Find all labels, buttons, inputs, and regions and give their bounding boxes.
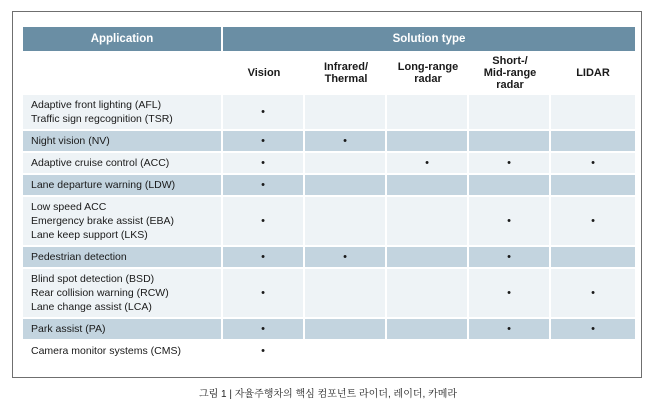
solution-cell [551, 131, 635, 153]
column-header [387, 51, 469, 95]
solution-cell [551, 95, 635, 131]
bullet-mark: • [261, 135, 265, 147]
solution-type-header: Solution type [223, 27, 635, 51]
bullet-mark: • [591, 157, 595, 169]
solution-cell [387, 197, 469, 247]
column-header [305, 51, 387, 95]
header-row [23, 27, 635, 51]
table-body [23, 95, 635, 363]
bullet-mark: • [343, 251, 347, 263]
solution-cell [305, 341, 387, 363]
application-label: Lane keep support (LKS) [31, 229, 148, 241]
table-row [23, 247, 635, 269]
solution-cell [469, 341, 551, 363]
column-header-line: Short-/ [492, 55, 528, 67]
solution-cell [469, 197, 551, 247]
solution-cell [387, 341, 469, 363]
table-row [23, 95, 635, 131]
solution-cell [305, 131, 387, 153]
application-cell [23, 319, 223, 341]
bullet-mark: • [261, 287, 265, 299]
solution-cell [469, 95, 551, 131]
bullet-mark: • [507, 323, 511, 335]
application-label: Traffic sign regcognition (TSR) [31, 113, 173, 125]
solution-cell [469, 247, 551, 269]
column-header-line: radar [496, 79, 524, 91]
solution-cell [469, 319, 551, 341]
solution-cell [223, 197, 305, 247]
bullet-mark: • [507, 215, 511, 227]
solution-cell [387, 319, 469, 341]
column-header [223, 51, 305, 95]
solution-cell [305, 269, 387, 319]
solution-cell [469, 175, 551, 197]
bullet-mark: • [261, 179, 265, 191]
solution-cell [469, 269, 551, 319]
solution-cell [305, 95, 387, 131]
application-label: Emergency brake assist (EBA) [31, 215, 174, 227]
column-header-line: Thermal [324, 73, 368, 85]
bullet-mark: • [261, 106, 265, 118]
solution-cell [305, 319, 387, 341]
solution-cell [223, 341, 305, 363]
solution-cell [551, 197, 635, 247]
solution-cell [305, 175, 387, 197]
solution-cell [387, 269, 469, 319]
solution-cell [223, 319, 305, 341]
solution-cell [305, 197, 387, 247]
solution-cell [223, 131, 305, 153]
application-cell [23, 153, 223, 175]
application-label: Rear collision warning (RCW) [31, 287, 169, 299]
application-label: Blind spot detection (BSD) [31, 273, 155, 285]
empty-header-cell [23, 51, 223, 95]
application-cell [23, 197, 223, 247]
bullet-mark: • [261, 345, 265, 357]
application-cell [23, 95, 223, 131]
table-row [23, 153, 635, 175]
bullet-mark: • [261, 157, 265, 169]
solution-cell [551, 269, 635, 319]
solution-cell [469, 153, 551, 175]
application-label: Lane departure warning (LDW) [31, 179, 176, 191]
application-label: Lane change assist (LCA) [31, 301, 152, 313]
table-row [23, 131, 635, 153]
application-cell [23, 175, 223, 197]
solution-cell [387, 247, 469, 269]
bullet-mark: • [507, 251, 511, 263]
solution-cell [223, 269, 305, 319]
application-label: Adaptive front lighting (AFL) [31, 99, 162, 111]
application-cell [23, 247, 223, 269]
solution-cell [551, 175, 635, 197]
column-header [469, 51, 551, 95]
subheader-row [23, 51, 635, 95]
solution-cell [223, 175, 305, 197]
application-label: Pedestrian detection [31, 251, 127, 263]
solution-cell [469, 131, 551, 153]
solution-cell [223, 95, 305, 131]
solution-cell [223, 153, 305, 175]
column-header [551, 51, 635, 95]
column-header-line: Long-range [397, 61, 459, 73]
table-row [23, 197, 635, 247]
application-cell [23, 131, 223, 153]
bullet-mark: • [507, 157, 511, 169]
solution-cell [305, 247, 387, 269]
column-header-line: Vision [247, 67, 281, 79]
figure-frame [12, 11, 642, 378]
bullet-mark: • [591, 215, 595, 227]
column-header-line: LIDAR [576, 67, 610, 79]
application-label: Park assist (PA) [31, 323, 106, 335]
table-row [23, 175, 635, 197]
application-header: Application [23, 27, 223, 51]
bullet-mark: • [591, 287, 595, 299]
bullet-mark: • [425, 157, 429, 169]
bullet-mark: • [507, 287, 511, 299]
table-row [23, 319, 635, 341]
application-cell [23, 341, 223, 363]
bullet-mark: • [343, 135, 347, 147]
solution-table [23, 27, 635, 363]
application-label: Low speed ACC [31, 201, 107, 213]
solution-cell [551, 153, 635, 175]
solution-cell [551, 319, 635, 341]
solution-cell [387, 175, 469, 197]
solution-cell [551, 341, 635, 363]
bullet-mark: • [261, 215, 265, 227]
bullet-mark: • [591, 323, 595, 335]
application-label: Camera monitor systems (CMS) [31, 345, 181, 357]
column-header-line: radar [414, 73, 442, 85]
table-row [23, 269, 635, 319]
solution-cell [305, 153, 387, 175]
solution-cell [387, 131, 469, 153]
solution-cell [387, 153, 469, 175]
application-cell [23, 269, 223, 319]
solution-cell [387, 95, 469, 131]
solution-cell [551, 247, 635, 269]
table-row [23, 341, 635, 363]
solution-cell [223, 247, 305, 269]
bullet-mark: • [261, 323, 265, 335]
column-header-line: Infrared/ [323, 61, 368, 73]
bullet-mark: • [261, 251, 265, 263]
application-label: Adaptive cruise control (ACC) [31, 157, 170, 169]
figure-caption: 그림 1 | 자율주행차의 핵심 컴포넌트 라이더, 레이더, 카메라 [198, 389, 458, 400]
column-header-line: Mid-range [483, 67, 537, 79]
application-label: Night vision (NV) [31, 135, 110, 147]
